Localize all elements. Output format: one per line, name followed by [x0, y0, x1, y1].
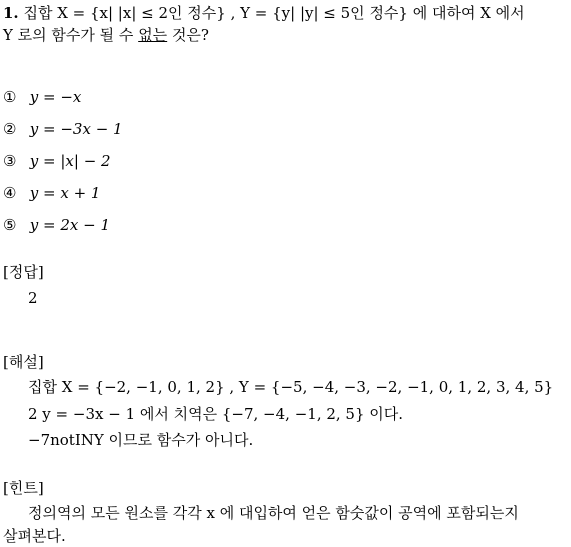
option-5-mark: ⑤	[3, 216, 17, 234]
option-2	[3, 119, 123, 139]
option-5-text: y = 2x − 1	[29, 216, 111, 234]
question-text-1: 집합 X = {x| |x| ≤ 2인 정수} , Y = {y| |y| ≤ 5인 정수} 에 대하여 X 에서	[23, 4, 525, 22]
explanation-heading: [해설]	[3, 353, 44, 371]
hint-line-2: 살펴본다.	[3, 527, 66, 545]
explanation-line-1: 집합 X = {−2, −1, 0, 1, 2} , Y = {−5, −4, −3, −2, −1, 0, 1, 2, 3, 4, 5}	[28, 378, 554, 396]
explanation-line-2: 2 y = −3x − 1 에서 치역은 {−7, −4, −1, 2, 5} 이다.	[28, 405, 404, 423]
option-3-text: y = |x| − 2	[29, 152, 111, 170]
hint-line-1: 정의역의 모든 원소를 각각 x 에 대입하여 얻은 함숫값이 공역에 포함되는지	[28, 504, 519, 522]
option-3	[3, 151, 111, 171]
question-number: 1.	[3, 4, 19, 22]
answer-heading: [정답]	[3, 263, 44, 281]
option-4-mark: ④	[3, 184, 17, 202]
question-text-2-suffix: 것은?	[167, 26, 209, 44]
option-4	[3, 183, 100, 203]
option-1-mark: ①	[3, 88, 17, 106]
option-2-mark: ②	[3, 120, 17, 138]
option-2-text: y = −3x − 1	[29, 120, 123, 138]
explanation-line-3: −7notINY 이므로 함수가 아니다.	[28, 431, 254, 449]
question-text-2-prefix: Y 로의 함수가 될 수	[3, 26, 139, 44]
option-1	[3, 87, 81, 107]
answer-value: 2	[28, 289, 38, 307]
question-line-1	[3, 3, 525, 23]
option-3-mark: ③	[3, 152, 17, 170]
option-5	[3, 215, 110, 235]
question-text-2-underlined: 없는	[138, 26, 168, 44]
option-1-text: y = −x	[29, 88, 82, 106]
hint-heading: [힌트]	[3, 479, 44, 497]
option-4-text: y = x + 1	[29, 184, 101, 202]
question-line-2	[3, 25, 209, 45]
